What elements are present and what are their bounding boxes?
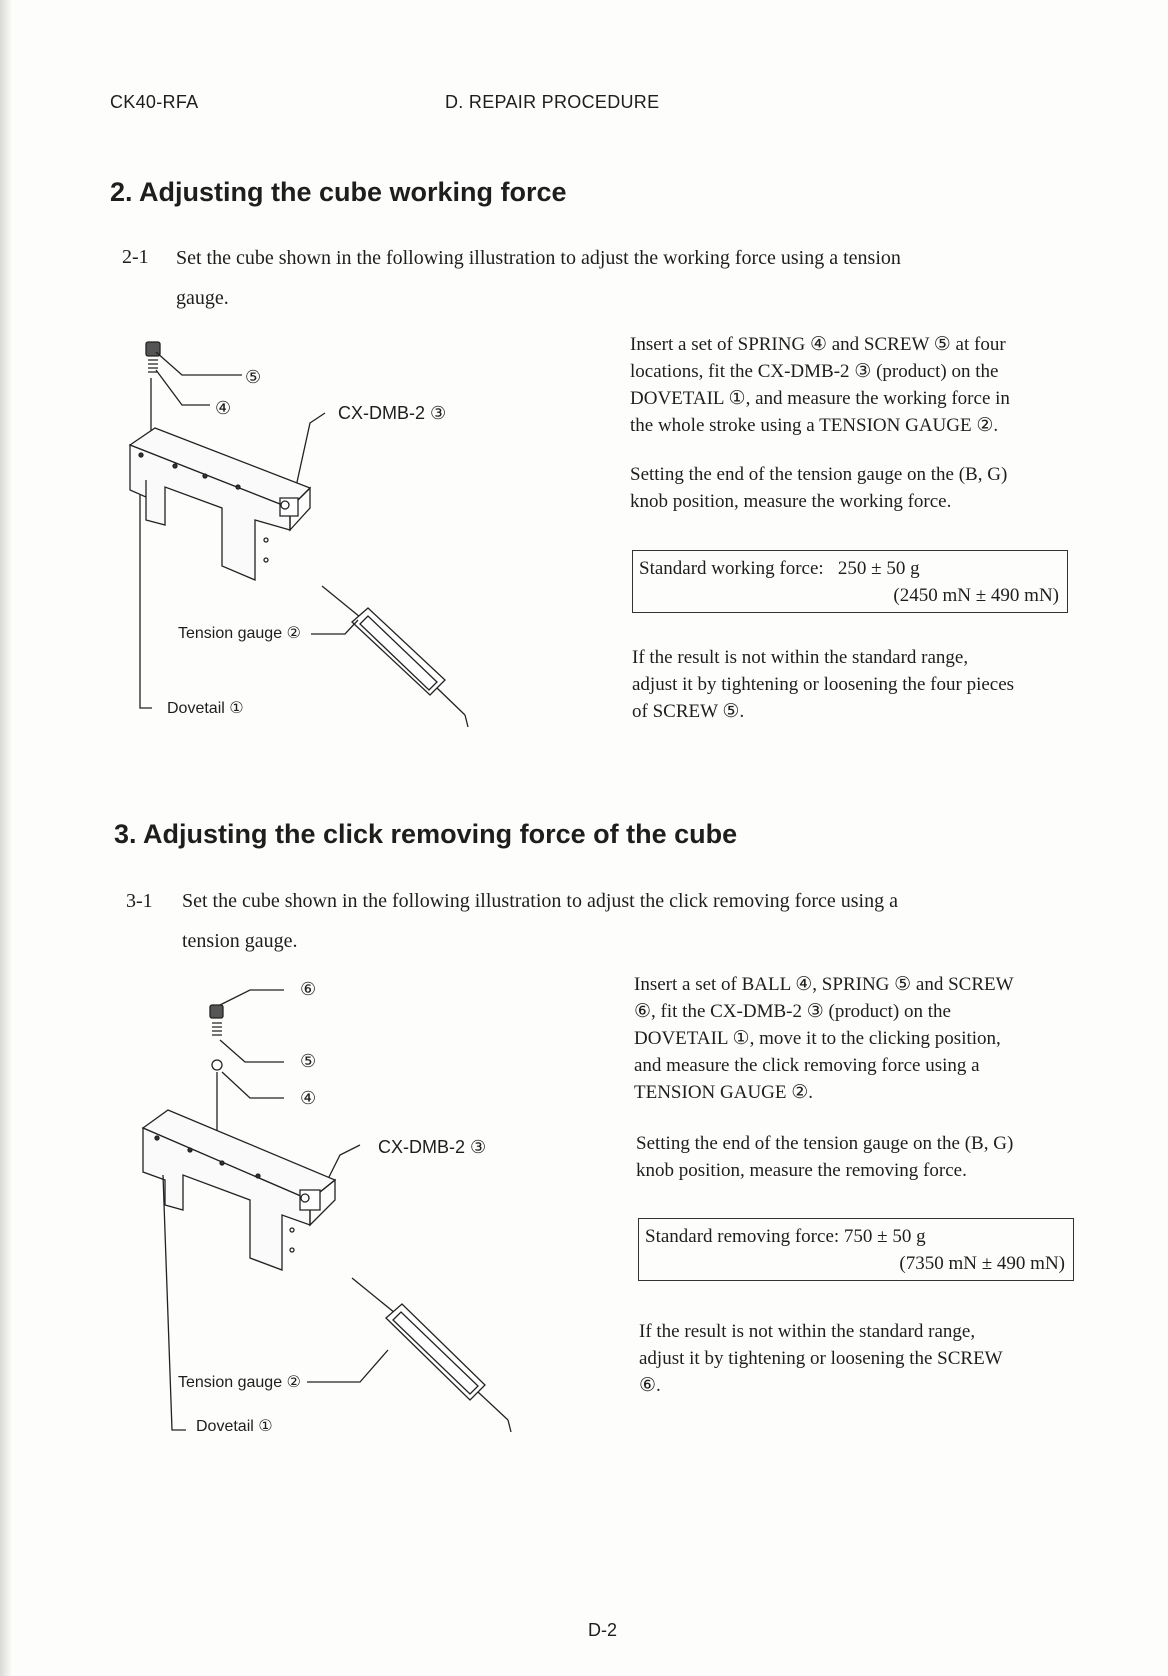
chapter-title: D. REPAIR PROCEDURE bbox=[445, 92, 660, 112]
instruction-line: the whole stroke using a TENSION GAUGE ②. bbox=[630, 415, 999, 436]
callout-spring-4: ④ bbox=[215, 398, 232, 418]
ball-icon bbox=[212, 1060, 222, 1070]
adjust-line: If the result is not within the standard range, bbox=[639, 1321, 976, 1342]
adjust-line: ⑥. bbox=[639, 1375, 661, 1396]
instruction-line: Insert a set of BALL ④, SPRING ⑤ and SCREW bbox=[634, 974, 1014, 995]
spring-icon bbox=[212, 1023, 222, 1035]
note-line: knob position, measure the working force. bbox=[630, 491, 952, 512]
instruction-line: DOVETAIL ①, move it to the clicking position, bbox=[634, 1028, 1001, 1049]
standard-removing-force-si: (7350 mN ± 490 mN) bbox=[899, 1253, 1065, 1274]
note-line: knob position, measure the removing force. bbox=[636, 1160, 967, 1181]
instruction-line: DOVETAIL ①, and measure the working force in bbox=[630, 388, 1010, 409]
section-2-title: 2. Adjusting the cube working force bbox=[110, 177, 567, 207]
callout-screw-6: ⑥ bbox=[300, 979, 317, 999]
instruction-line: Insert a set of SPRING ④ and SCREW ⑤ at four bbox=[630, 334, 1006, 355]
tension-gauge-label: Tension gauge ② bbox=[178, 625, 301, 642]
screw-icon bbox=[210, 1005, 223, 1018]
step-2-1-line-2: gauge. bbox=[176, 287, 229, 309]
product-label: CX-DMB-2 ③ bbox=[378, 1137, 487, 1157]
standard-working-force-value: Standard working force: 250 ± 50 g bbox=[639, 558, 920, 579]
instruction-line: and measure the click removing force using a bbox=[634, 1055, 980, 1076]
dovetail-label: Dovetail ① bbox=[167, 700, 244, 717]
section-3-title: 3. Adjusting the click removing force of the cube bbox=[114, 819, 738, 849]
step-2-1-number: 2-1 bbox=[122, 246, 149, 268]
instruction-line: locations, fit the CX-DMB-2 ③ (product) on the bbox=[630, 361, 999, 382]
adjust-line: adjust it by tightening or loosening the four pieces bbox=[632, 674, 1015, 695]
step-3-1-line-1: Set the cube shown in the following illustration to adjust the click removing force using a bbox=[182, 890, 898, 912]
dovetail-label: Dovetail ① bbox=[196, 1418, 273, 1435]
callout-screw-5: ⑤ bbox=[245, 367, 262, 387]
instruction-line: ⑥, fit the CX-DMB-2 ③ (product) on the bbox=[634, 1001, 951, 1022]
page-number: D-2 bbox=[588, 1620, 618, 1640]
adjust-line: adjust it by tightening or loosening the SCREW bbox=[639, 1348, 1003, 1369]
step-3-1-line-2: tension gauge. bbox=[182, 930, 298, 952]
doc-code: CK40-RFA bbox=[110, 92, 199, 112]
adjust-line: of SCREW ⑤. bbox=[632, 701, 745, 722]
step-3-1-number: 3-1 bbox=[126, 890, 153, 912]
tension-gauge-label: Tension gauge ② bbox=[178, 1374, 301, 1391]
instruction-line: TENSION GAUGE ②. bbox=[634, 1082, 814, 1103]
note-line: Setting the end of the tension gauge on the (B, G) bbox=[636, 1133, 1014, 1154]
standard-removing-force-value: Standard removing force: 750 ± 50 g bbox=[645, 1226, 926, 1247]
callout-ball-4: ④ bbox=[300, 1088, 317, 1108]
note-line: Setting the end of the tension gauge on the (B, G) bbox=[630, 464, 1008, 485]
standard-working-force-si: (2450 mN ± 490 mN) bbox=[893, 585, 1059, 606]
step-2-1-line-1: Set the cube shown in the following illustration to adjust the working force using a tension bbox=[176, 247, 901, 269]
product-label: CX-DMB-2 ③ bbox=[338, 403, 447, 423]
callout-spring-5: ⑤ bbox=[300, 1051, 317, 1071]
adjust-line: If the result is not within the standard range, bbox=[632, 647, 969, 668]
